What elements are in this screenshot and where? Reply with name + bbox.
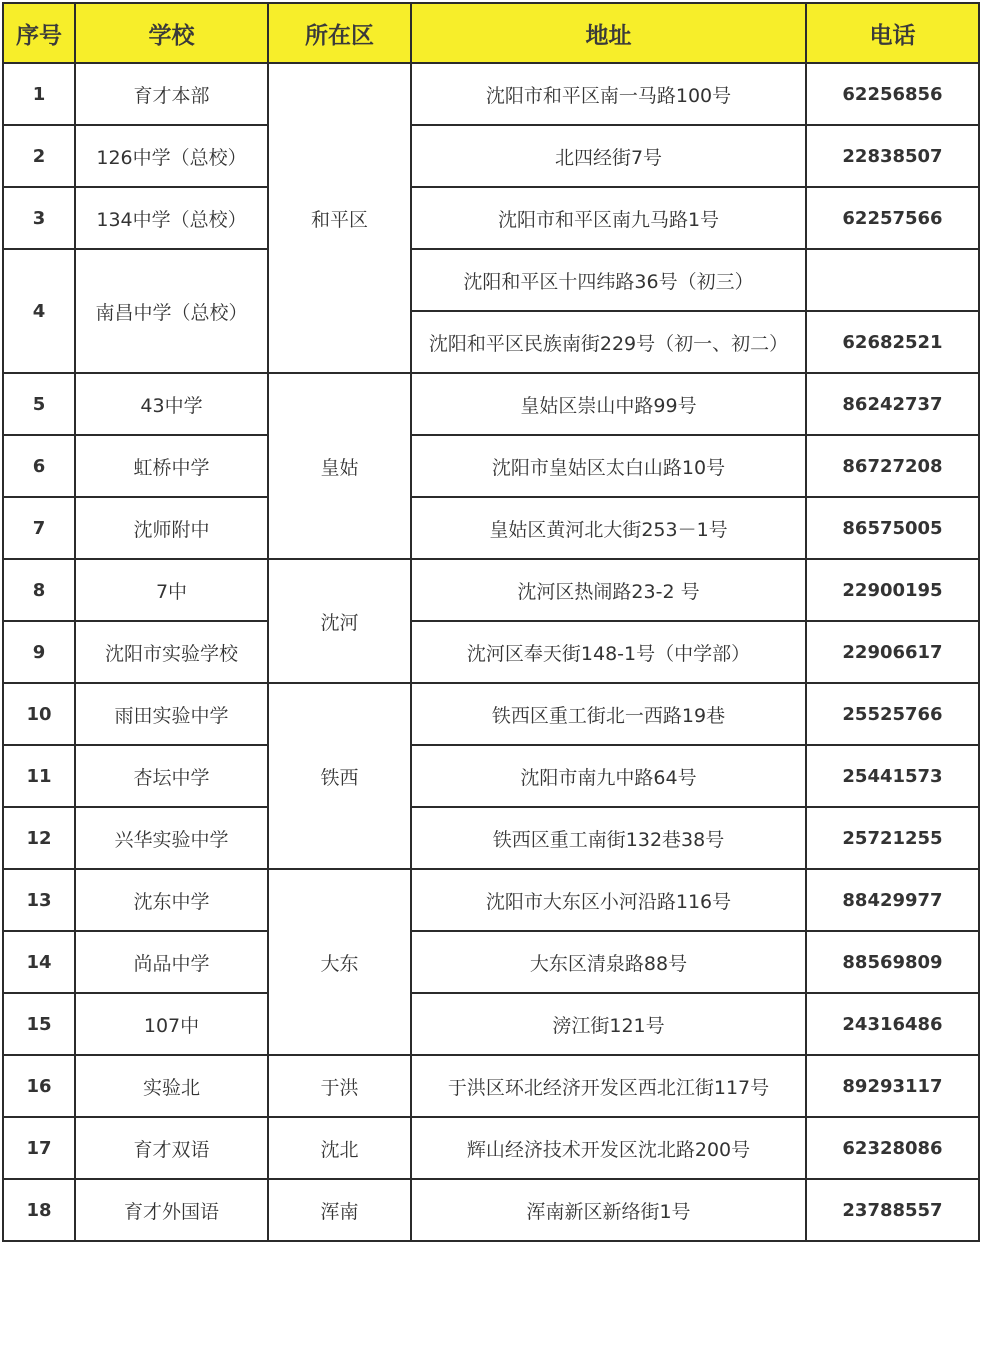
seq-cell: 5: [3, 373, 75, 435]
address-cell: 沈阳市大东区小河沿路116号: [411, 869, 806, 931]
seq-cell: 12: [3, 807, 75, 869]
school-cell: 沈师附中: [75, 497, 268, 559]
district-cell: 于洪: [268, 1055, 411, 1117]
seq-cell: 1: [3, 63, 75, 125]
address-cell: 铁西区重工街北一西路19巷: [411, 683, 806, 745]
seq-cell: 14: [3, 931, 75, 993]
table-row: [3, 931, 979, 993]
seq-cell: 7: [3, 497, 75, 559]
address-cell: 皇姑区黄河北大街253－1号: [411, 497, 806, 559]
table-row: [3, 683, 979, 745]
table-row: [3, 559, 979, 621]
school-cell: 134中学（总校）: [75, 187, 268, 249]
phone-cell: 22906617: [806, 621, 979, 683]
seq-cell: 8: [3, 559, 75, 621]
district-cell: 皇姑: [268, 373, 411, 559]
table-row: [3, 869, 979, 931]
table-row: [3, 1179, 979, 1241]
phone-cell: 22900195: [806, 559, 979, 621]
address-cell: 沈河区奉天街148-1号（中学部）: [411, 621, 806, 683]
district-cell: 沈河: [268, 559, 411, 683]
phone-cell: 86242737: [806, 373, 979, 435]
phone-cell: 89293117: [806, 1055, 979, 1117]
table-row: [3, 1117, 979, 1179]
phone-cell: 62256856: [806, 63, 979, 125]
seq-cell: 11: [3, 745, 75, 807]
seq-cell: 15: [3, 993, 75, 1055]
phone-cell: 24316486: [806, 993, 979, 1055]
address-cell: 于洪区环北经济开发区西北江街117号: [411, 1055, 806, 1117]
school-table: [2, 2, 980, 1242]
phone-cell: 62257566: [806, 187, 979, 249]
school-cell: 尚品中学: [75, 931, 268, 993]
table-row: [3, 993, 979, 1055]
table-row: [3, 745, 979, 807]
school-cell: 沈阳市实验学校: [75, 621, 268, 683]
school-cell: 兴华实验中学: [75, 807, 268, 869]
header-row: [3, 3, 979, 63]
seq-cell: 3: [3, 187, 75, 249]
seq-cell: 17: [3, 1117, 75, 1179]
table-row: [3, 249, 979, 311]
school-cell: 雨田实验中学: [75, 683, 268, 745]
district-cell: 沈北: [268, 1117, 411, 1179]
seq-cell: 2: [3, 125, 75, 187]
header-phone: 电话: [806, 3, 979, 63]
header-district: 所在区: [268, 3, 411, 63]
school-cell: 虹桥中学: [75, 435, 268, 497]
address-cell: 沈阳和平区十四纬路36号（初三）: [411, 249, 806, 311]
table-row: [3, 497, 979, 559]
school-cell: 实验北: [75, 1055, 268, 1117]
address-cell: 沈阳和平区民族南街229号（初一、初二）: [411, 311, 806, 373]
address-cell: 大东区清泉路88号: [411, 931, 806, 993]
phone-cell: 22838507: [806, 125, 979, 187]
address-cell: 铁西区重工南街132巷38号: [411, 807, 806, 869]
phone-cell: 25441573: [806, 745, 979, 807]
address-cell: 沈河区热闹路23-2 号: [411, 559, 806, 621]
phone-cell: 62682521: [806, 311, 979, 373]
table-row: [3, 435, 979, 497]
seq-cell: 13: [3, 869, 75, 931]
district-cell: 和平区: [268, 63, 411, 373]
district-cell: 铁西: [268, 683, 411, 869]
phone-cell: 88569809: [806, 931, 979, 993]
school-cell: 126中学（总校）: [75, 125, 268, 187]
address-cell: 北四经街7号: [411, 125, 806, 187]
phone-cell: 86727208: [806, 435, 979, 497]
header-address: 地址: [411, 3, 806, 63]
table-row: [3, 807, 979, 869]
school-cell: 南昌中学（总校）: [75, 249, 268, 373]
seq-cell: 10: [3, 683, 75, 745]
address-cell: 沈阳市和平区南一马路100号: [411, 63, 806, 125]
table-row: [3, 187, 979, 249]
school-cell: 杏坛中学: [75, 745, 268, 807]
phone-cell: 62328086: [806, 1117, 979, 1179]
seq-cell: 6: [3, 435, 75, 497]
header-school: 学校: [75, 3, 268, 63]
school-cell: 沈东中学: [75, 869, 268, 931]
school-cell: 107中: [75, 993, 268, 1055]
phone-cell: 25525766: [806, 683, 979, 745]
school-cell: 育才双语: [75, 1117, 268, 1179]
address-cell: 皇姑区崇山中路99号: [411, 373, 806, 435]
address-cell: 沈阳市南九中路64号: [411, 745, 806, 807]
seq-cell: 16: [3, 1055, 75, 1117]
table-row: [3, 373, 979, 435]
address-cell: 辉山经济技术开发区沈北路200号: [411, 1117, 806, 1179]
header-seq: 序号: [3, 3, 75, 63]
address-cell: 滂江街121号: [411, 993, 806, 1055]
table-row: [3, 621, 979, 683]
school-cell: 育才外国语: [75, 1179, 268, 1241]
phone-cell: 86575005: [806, 497, 979, 559]
seq-cell: 18: [3, 1179, 75, 1241]
address-cell: 沈阳市皇姑区太白山路10号: [411, 435, 806, 497]
table-row: [3, 125, 979, 187]
phone-cell: 25721255: [806, 807, 979, 869]
address-cell: 浑南新区新络街1号: [411, 1179, 806, 1241]
table-row: [3, 1055, 979, 1117]
school-cell: 育才本部: [75, 63, 268, 125]
district-cell: 大东: [268, 869, 411, 1055]
district-cell: 浑南: [268, 1179, 411, 1241]
seq-cell: 4: [3, 249, 75, 373]
phone-cell: 23788557: [806, 1179, 979, 1241]
school-cell: 43中学: [75, 373, 268, 435]
phone-cell: 88429977: [806, 869, 979, 931]
phone-cell: [806, 249, 979, 311]
seq-cell: 9: [3, 621, 75, 683]
address-cell: 沈阳市和平区南九马路1号: [411, 187, 806, 249]
school-cell: 7中: [75, 559, 268, 621]
table-row: [3, 63, 979, 125]
